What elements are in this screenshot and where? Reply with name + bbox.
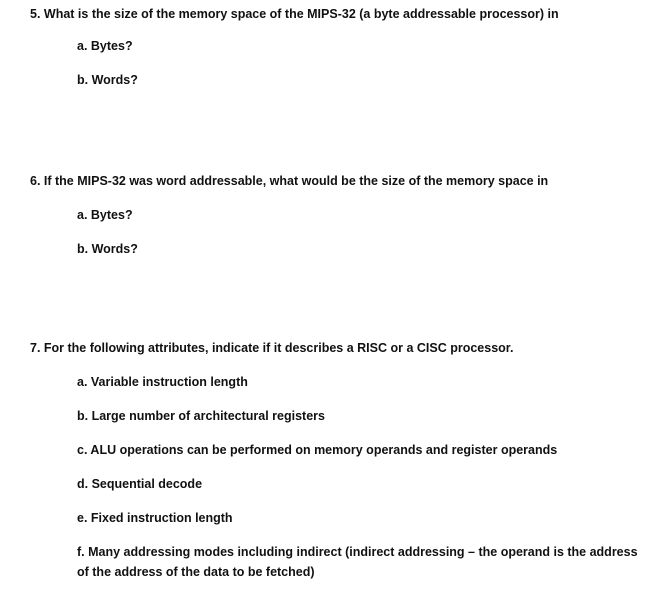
question-7-item-f: f. Many addressing modes including indirect (indirect addressing – the operand is the address [77, 545, 638, 559]
question-5-item-b: b. Words? [77, 73, 138, 87]
question-6-item-a: a. Bytes? [77, 208, 133, 222]
question-7-item-f-continued: of the address of the data to be fetched) [77, 565, 315, 579]
question-6-item-b: b. Words? [77, 242, 138, 256]
question-7-item-b: b. Large number of architectural registers [77, 409, 325, 423]
question-7-item-c: c. ALU operations can be performed on memory operands and register operands [77, 443, 558, 457]
question-7-item-d: d. Sequential decode [77, 477, 203, 491]
question-5-prompt: 5. What is the size of the memory space of the MIPS-32 (a byte addressable processor) in [30, 7, 559, 21]
question-6-prompt: 6. If the MIPS-32 was word addressable, what would be the size of the memory space in [30, 174, 549, 188]
question-7-item-e: e. Fixed instruction length [77, 511, 233, 525]
question-5-item-a: a. Bytes? [77, 39, 133, 53]
question-7-prompt: 7. For the following attributes, indicate if it describes a RISC or a CISC processor. [30, 341, 514, 355]
question-7-item-a: a. Variable instruction length [77, 375, 248, 389]
